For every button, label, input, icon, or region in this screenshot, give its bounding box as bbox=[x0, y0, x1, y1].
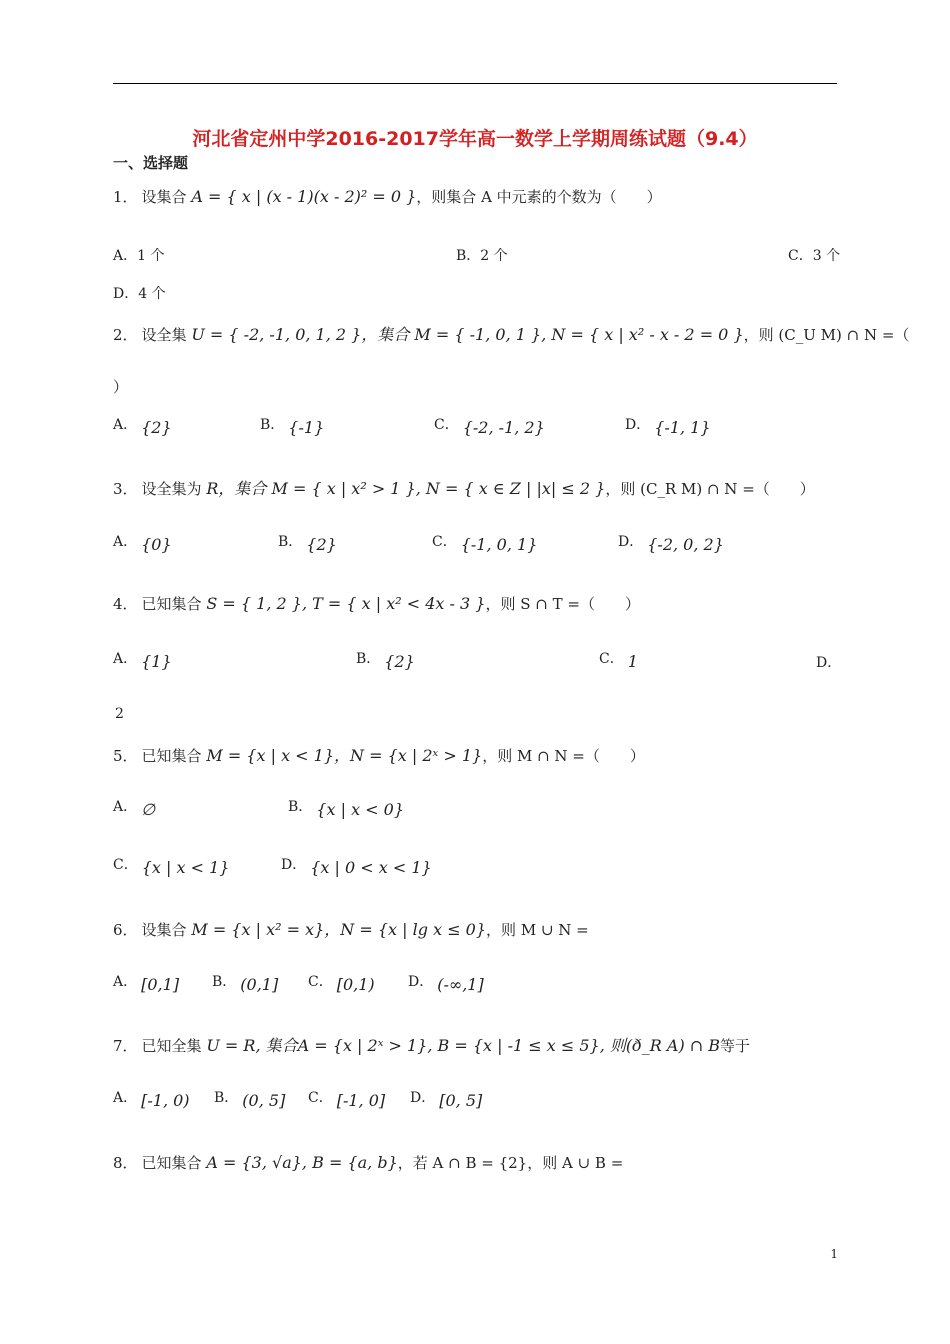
question-text: 设集合 bbox=[141, 188, 187, 206]
option-c[interactable] bbox=[599, 652, 638, 672]
option-b[interactable]: B．2 个 bbox=[456, 248, 508, 264]
question-number: 3． bbox=[113, 480, 138, 498]
question-text: 设集合 bbox=[141, 921, 187, 939]
option-value: {2} bbox=[141, 418, 172, 437]
option-value: (-∞,1] bbox=[437, 975, 484, 994]
question-number: 1． bbox=[113, 188, 138, 206]
question-math: U = R, 集合A = {x | 2ˣ > 1}, B = {x | -1 ≤ x ≤ 5}, 则(ð_R A) ∩ B bbox=[206, 1036, 721, 1055]
option-value: [0,1] bbox=[141, 975, 180, 994]
option-value: {1} bbox=[141, 652, 172, 671]
option-value: (0, 5] bbox=[242, 1091, 286, 1110]
option-value: {2} bbox=[384, 652, 415, 671]
header-rule bbox=[113, 83, 837, 84]
option-c[interactable] bbox=[434, 418, 545, 438]
page-title: 河北省定州中学2016-2017学年高一数学上学期周练试题（9.4） bbox=[192, 128, 758, 150]
option-label: D． bbox=[408, 974, 434, 990]
option-label: A． bbox=[113, 651, 138, 667]
question-tail: 等于 bbox=[720, 1037, 751, 1055]
option-value: {x | x < 0} bbox=[316, 800, 405, 819]
option-label: C． bbox=[599, 651, 624, 667]
option-label: C． bbox=[113, 857, 138, 873]
option-b[interactable] bbox=[278, 535, 337, 555]
option-c[interactable] bbox=[308, 975, 375, 995]
option-label: B． bbox=[260, 417, 285, 433]
option-a[interactable]: A．1 个 bbox=[113, 248, 165, 264]
option-label: B． bbox=[212, 974, 237, 990]
option-value: 1 bbox=[627, 652, 638, 671]
option-value: [0,1) bbox=[336, 975, 375, 994]
option-b[interactable] bbox=[214, 1091, 285, 1111]
option-label: B． bbox=[278, 534, 303, 550]
section-heading: 一、选择题 bbox=[113, 154, 189, 172]
option-value: [-1, 0) bbox=[141, 1091, 190, 1110]
question-1 bbox=[113, 186, 662, 207]
option-a[interactable] bbox=[113, 975, 179, 995]
question-tail: ，若 A ∩ B = {2}，则 A ∪ B = bbox=[397, 1154, 624, 1172]
option-value: [0, 5] bbox=[439, 1091, 483, 1110]
option-label: A． bbox=[113, 1090, 138, 1106]
question-tail: ，则 S ∩ T =（ ） bbox=[485, 595, 640, 613]
option-value: {-1, 0, 1} bbox=[460, 535, 538, 554]
option-d[interactable] bbox=[618, 535, 724, 555]
question-8 bbox=[113, 1152, 623, 1173]
option-value: {x | 0 < x < 1} bbox=[310, 858, 432, 877]
option-d[interactable] bbox=[625, 418, 711, 438]
option-label: A． bbox=[113, 974, 138, 990]
question-tail: ，则 (C_R M) ∩ N =（ ） bbox=[605, 480, 815, 498]
question-tail: ，则 M ∪ N = bbox=[486, 921, 589, 939]
option-c[interactable] bbox=[113, 858, 229, 878]
option-b[interactable] bbox=[260, 418, 324, 438]
question-text: 设全集为 bbox=[141, 480, 202, 498]
question-2 bbox=[113, 322, 909, 345]
option-value: {0} bbox=[141, 535, 172, 554]
option-value: ∅ bbox=[141, 800, 156, 819]
question-5 bbox=[113, 743, 645, 766]
option-label: D． bbox=[410, 1090, 436, 1106]
question-tail: ，则 (C_U M) ∩ N =（ bbox=[743, 326, 910, 344]
option-value: {x | x < 1} bbox=[141, 858, 230, 877]
question-math: A = {3, √a}, B = {a, b} bbox=[206, 1153, 398, 1172]
question-number: 6． bbox=[113, 921, 138, 939]
option-label: C． bbox=[434, 417, 459, 433]
option-value: [-1, 0] bbox=[336, 1091, 386, 1110]
option-a[interactable] bbox=[113, 1091, 190, 1111]
question-number: 7． bbox=[113, 1037, 138, 1055]
question-6 bbox=[113, 917, 589, 940]
option-d[interactable]: D．4 个 bbox=[113, 286, 166, 302]
option-a[interactable] bbox=[113, 652, 172, 672]
option-label: D． bbox=[618, 534, 644, 550]
option-label: C． bbox=[308, 1090, 333, 1106]
question-text: 已知集合 bbox=[141, 595, 202, 613]
option-c[interactable] bbox=[432, 535, 537, 555]
option-d-label[interactable]: D． bbox=[816, 655, 842, 671]
question-text: 已知全集 bbox=[141, 1037, 202, 1055]
option-d[interactable] bbox=[410, 1091, 482, 1111]
option-label: C． bbox=[308, 974, 333, 990]
question-math: U = { -2, -1, 0, 1, 2 }，集合 M = { -1, 0, 1 }, N = { x | x² - x - 2 = 0 } bbox=[191, 325, 744, 344]
question-4 bbox=[113, 593, 640, 614]
option-a[interactable] bbox=[113, 800, 155, 820]
option-label: A． bbox=[113, 799, 138, 815]
question-math: M = {x | x² = x}，N = {x | lg x ≤ 0} bbox=[191, 920, 487, 939]
question-math: R，集合 M = { x | x² > 1 }, N = { x ∈ Z | |x| ≤ 2 } bbox=[206, 479, 606, 498]
option-label: A． bbox=[113, 534, 138, 550]
question-math: S = { 1, 2 }, T = { x | x² < 4x - 3 } bbox=[206, 594, 486, 613]
question-number: 2． bbox=[113, 326, 138, 344]
question-text: 设全集 bbox=[141, 326, 187, 344]
question-number: 5． bbox=[113, 747, 138, 765]
question-text: 已知集合 bbox=[141, 747, 202, 765]
option-value: {-2, -1, 2} bbox=[462, 418, 545, 437]
question-text: 已知集合 bbox=[141, 1154, 202, 1172]
option-label: D． bbox=[281, 857, 307, 873]
option-value: {2} bbox=[306, 535, 337, 554]
option-value: (0,1] bbox=[240, 975, 279, 994]
option-label: C． bbox=[432, 534, 457, 550]
question-3 bbox=[113, 476, 815, 499]
option-c[interactable]: C．3 个 bbox=[788, 248, 841, 264]
page-number: 1 bbox=[830, 1247, 838, 1261]
option-c[interactable] bbox=[308, 1091, 385, 1111]
option-a[interactable] bbox=[113, 418, 172, 438]
question-tail: ，则 M ∩ N =（ ） bbox=[482, 747, 645, 765]
option-label: A． bbox=[113, 417, 138, 433]
option-label: B． bbox=[288, 799, 313, 815]
question-number: 8． bbox=[113, 1154, 138, 1172]
option-d[interactable] bbox=[408, 975, 484, 995]
question-number: 4． bbox=[113, 595, 138, 613]
option-label: B． bbox=[214, 1090, 239, 1106]
option-b[interactable] bbox=[288, 800, 404, 820]
question-tail: ，则集合 A 中元素的个数为（ ） bbox=[416, 188, 662, 206]
question-2-tail: ） bbox=[113, 378, 129, 396]
option-label: B． bbox=[356, 651, 381, 667]
option-value: {-1} bbox=[288, 418, 325, 437]
option-a[interactable] bbox=[113, 535, 172, 555]
question-math: M = {x | x < 1}，N = {x | 2ˣ > 1} bbox=[206, 746, 483, 765]
question-7 bbox=[113, 1033, 750, 1056]
option-b[interactable] bbox=[212, 975, 278, 995]
option-d[interactable] bbox=[281, 858, 432, 878]
question-math: A = { x | (x - 1)(x - 2)² = 0 } bbox=[191, 187, 417, 206]
option-label: D． bbox=[625, 417, 651, 433]
option-b[interactable] bbox=[356, 652, 415, 672]
option-value: {-1, 1} bbox=[654, 418, 711, 437]
option-d-value[interactable]: 2 bbox=[115, 706, 124, 722]
option-value: {-2, 0, 2} bbox=[647, 535, 724, 554]
